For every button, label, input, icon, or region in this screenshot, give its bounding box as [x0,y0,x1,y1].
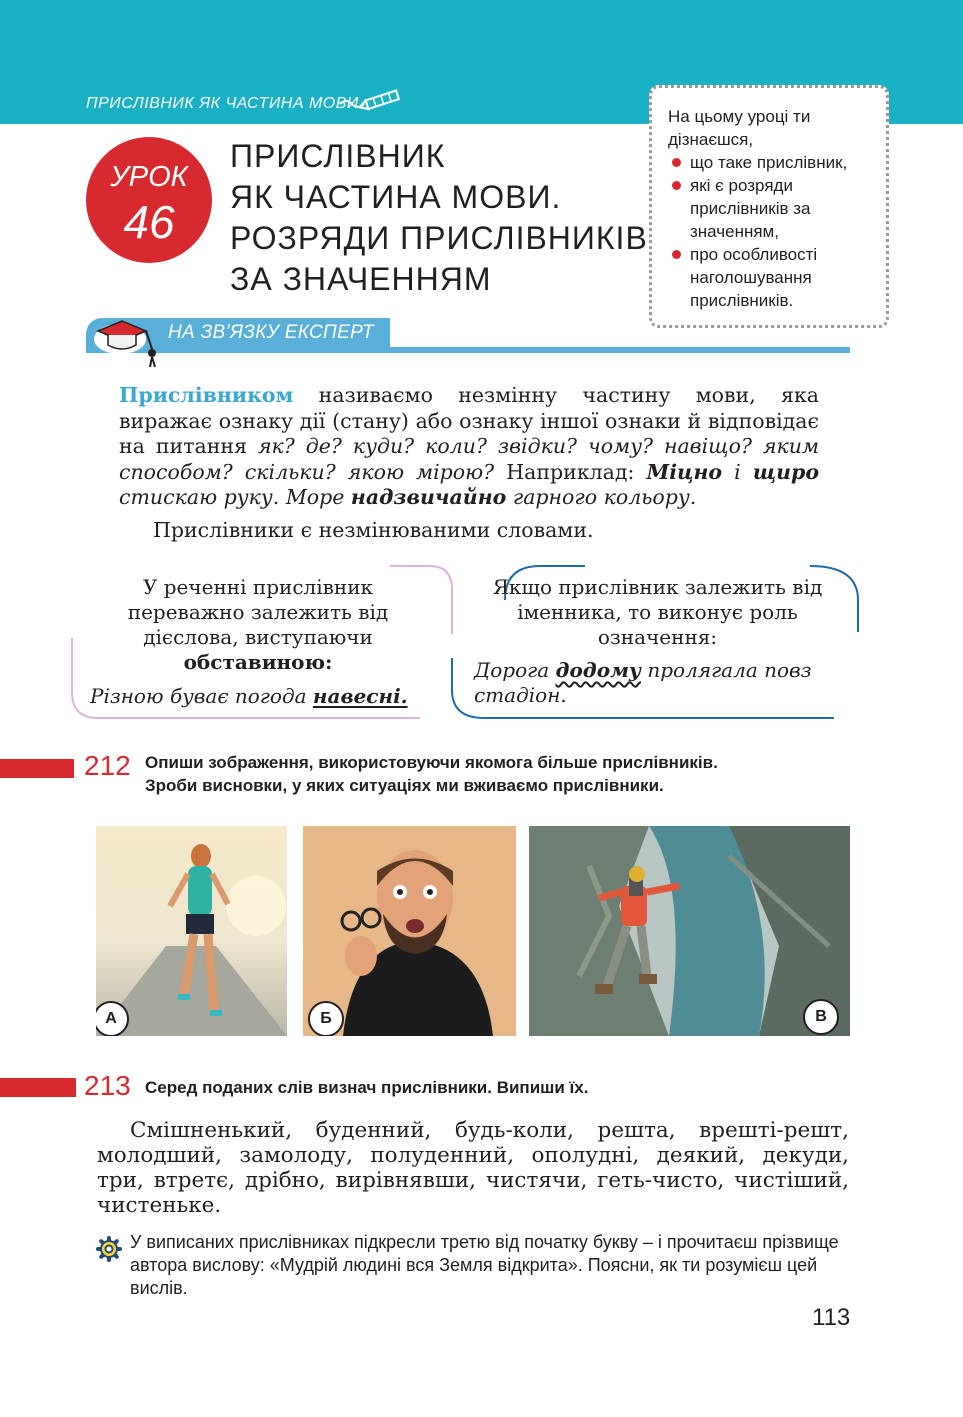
example-adverb: Міцно [646,459,723,484]
gear-icon [96,1236,122,1262]
expert-label: НА ЗВ’ЯЗКУ ЕКСПЕРТ [168,322,374,343]
invariable-note: Прислівники є незмінюваними словами. [153,518,594,542]
learning-goals-box [649,85,889,328]
running-head: ПРИСЛІВНИК ЯК ЧАСТИНА МОВИ [86,95,359,112]
photo-label: Б [308,1001,344,1036]
definition-paragraph [119,383,819,511]
goals-list [668,151,872,312]
title-line: ЗА ЗНАЧЕННЯМ [230,261,492,297]
graduation-cap-icon [90,313,162,369]
title-line: РОЗРЯДИ ПРИСЛІВНИКІВ [230,220,648,256]
word-list [97,1118,849,1218]
pen-icon [338,86,408,112]
task-line: Зроби висновки, у яких ситуаціях ми вживаємо прислівники. [145,776,664,795]
lesson-badge [86,137,212,263]
title-line: ПРИСЛІВНИК [230,138,446,174]
lesson-word: УРОК [110,161,188,193]
task-marker [0,1078,76,1097]
surprised-man-photo [303,826,516,1036]
task-instruction [145,751,845,797]
goals-intro: На цьому уроці ти дізнаєшся, [668,107,811,149]
task-note: У виписаних прислівниках підкресли третю від початку букву – і прочитаєш прізвище автора вислову: «Мудрій людині вся Земля відкрита». Поясни, як ти розумієш цей вислів. [130,1232,839,1298]
definition-text: Наприклад: [494,459,647,484]
bubble-left-example [90,684,408,708]
word-list-text: Смішненький, буденний, будь-коли, решта, врешті-решт, молодший, замолоду, полуденний, ополудні, деякий, декуди, три, втретє, дрібно, вирівнявши, чистячи, геть-чисто, чистіший, чистеньке. [97,1118,849,1218]
goal-item: про особливості наголошування прислівників. [668,243,872,312]
photo-label: А [96,1001,129,1036]
example-text: і [722,459,753,484]
photo-label: В [803,999,839,1035]
bubble-right-example-adverb: додому [555,658,642,682]
goal-item: що таке прислівник, [668,151,872,174]
lesson-title [230,136,648,300]
bubble-left-example-adverb: навесні. [312,684,408,708]
title-line: ЯК ЧАСТИНА МОВИ. [230,179,562,215]
task-line: Опиши зображення, використовуючи якомога більше прислівників. [145,753,718,772]
expert-underline [86,347,850,353]
bungee-jump-photo [529,826,850,1036]
bubble-right-example [474,658,854,708]
example-adverb: надзвичайно [350,485,507,509]
lesson-number: 46 [123,196,175,248]
bubble-right-example-text: пролягала повз стадіон. [474,658,812,707]
runner-photo [96,826,287,1036]
bubble-left-bold: обставиною: [183,650,333,674]
bubble-right-example-text: Дорога [474,658,556,682]
task-instruction: Серед поданих слів визнач прислівники. Випиши їх. [145,1078,589,1097]
goal-item: які є розряди прислівників за значенням, [668,174,872,243]
example-text: гарного кольору. [506,485,697,509]
task-number: 212 [84,750,131,781]
task-marker [0,759,74,778]
example-text: стискаю руку. Море [119,485,351,509]
page-number: 113 [812,1304,851,1331]
bubble-right-text: Якщо прислівник залежить від іменника, то виконує роль означення: [492,575,823,649]
example-adverb: щиро [752,459,819,484]
definition-term: Прислівником [119,383,294,407]
task-number: 213 [84,1070,131,1101]
bubble-left-example-text: Різною буває погода [90,684,313,708]
definition-text: називаємо незмінну частину мови, яка виражає ознаку дії (стану) або ознаку іншої ознаки й відповідає на питання [119,383,819,458]
definition-questions: як? де? куди? коли? звідки? чому? навіщо? яким способом? скільки? якою мірою? [119,434,819,484]
bubble-left-sentence: У реченні прислівник переважно залежить від дієслова, виступаючи [127,575,389,649]
bubble-left-text [88,575,428,675]
